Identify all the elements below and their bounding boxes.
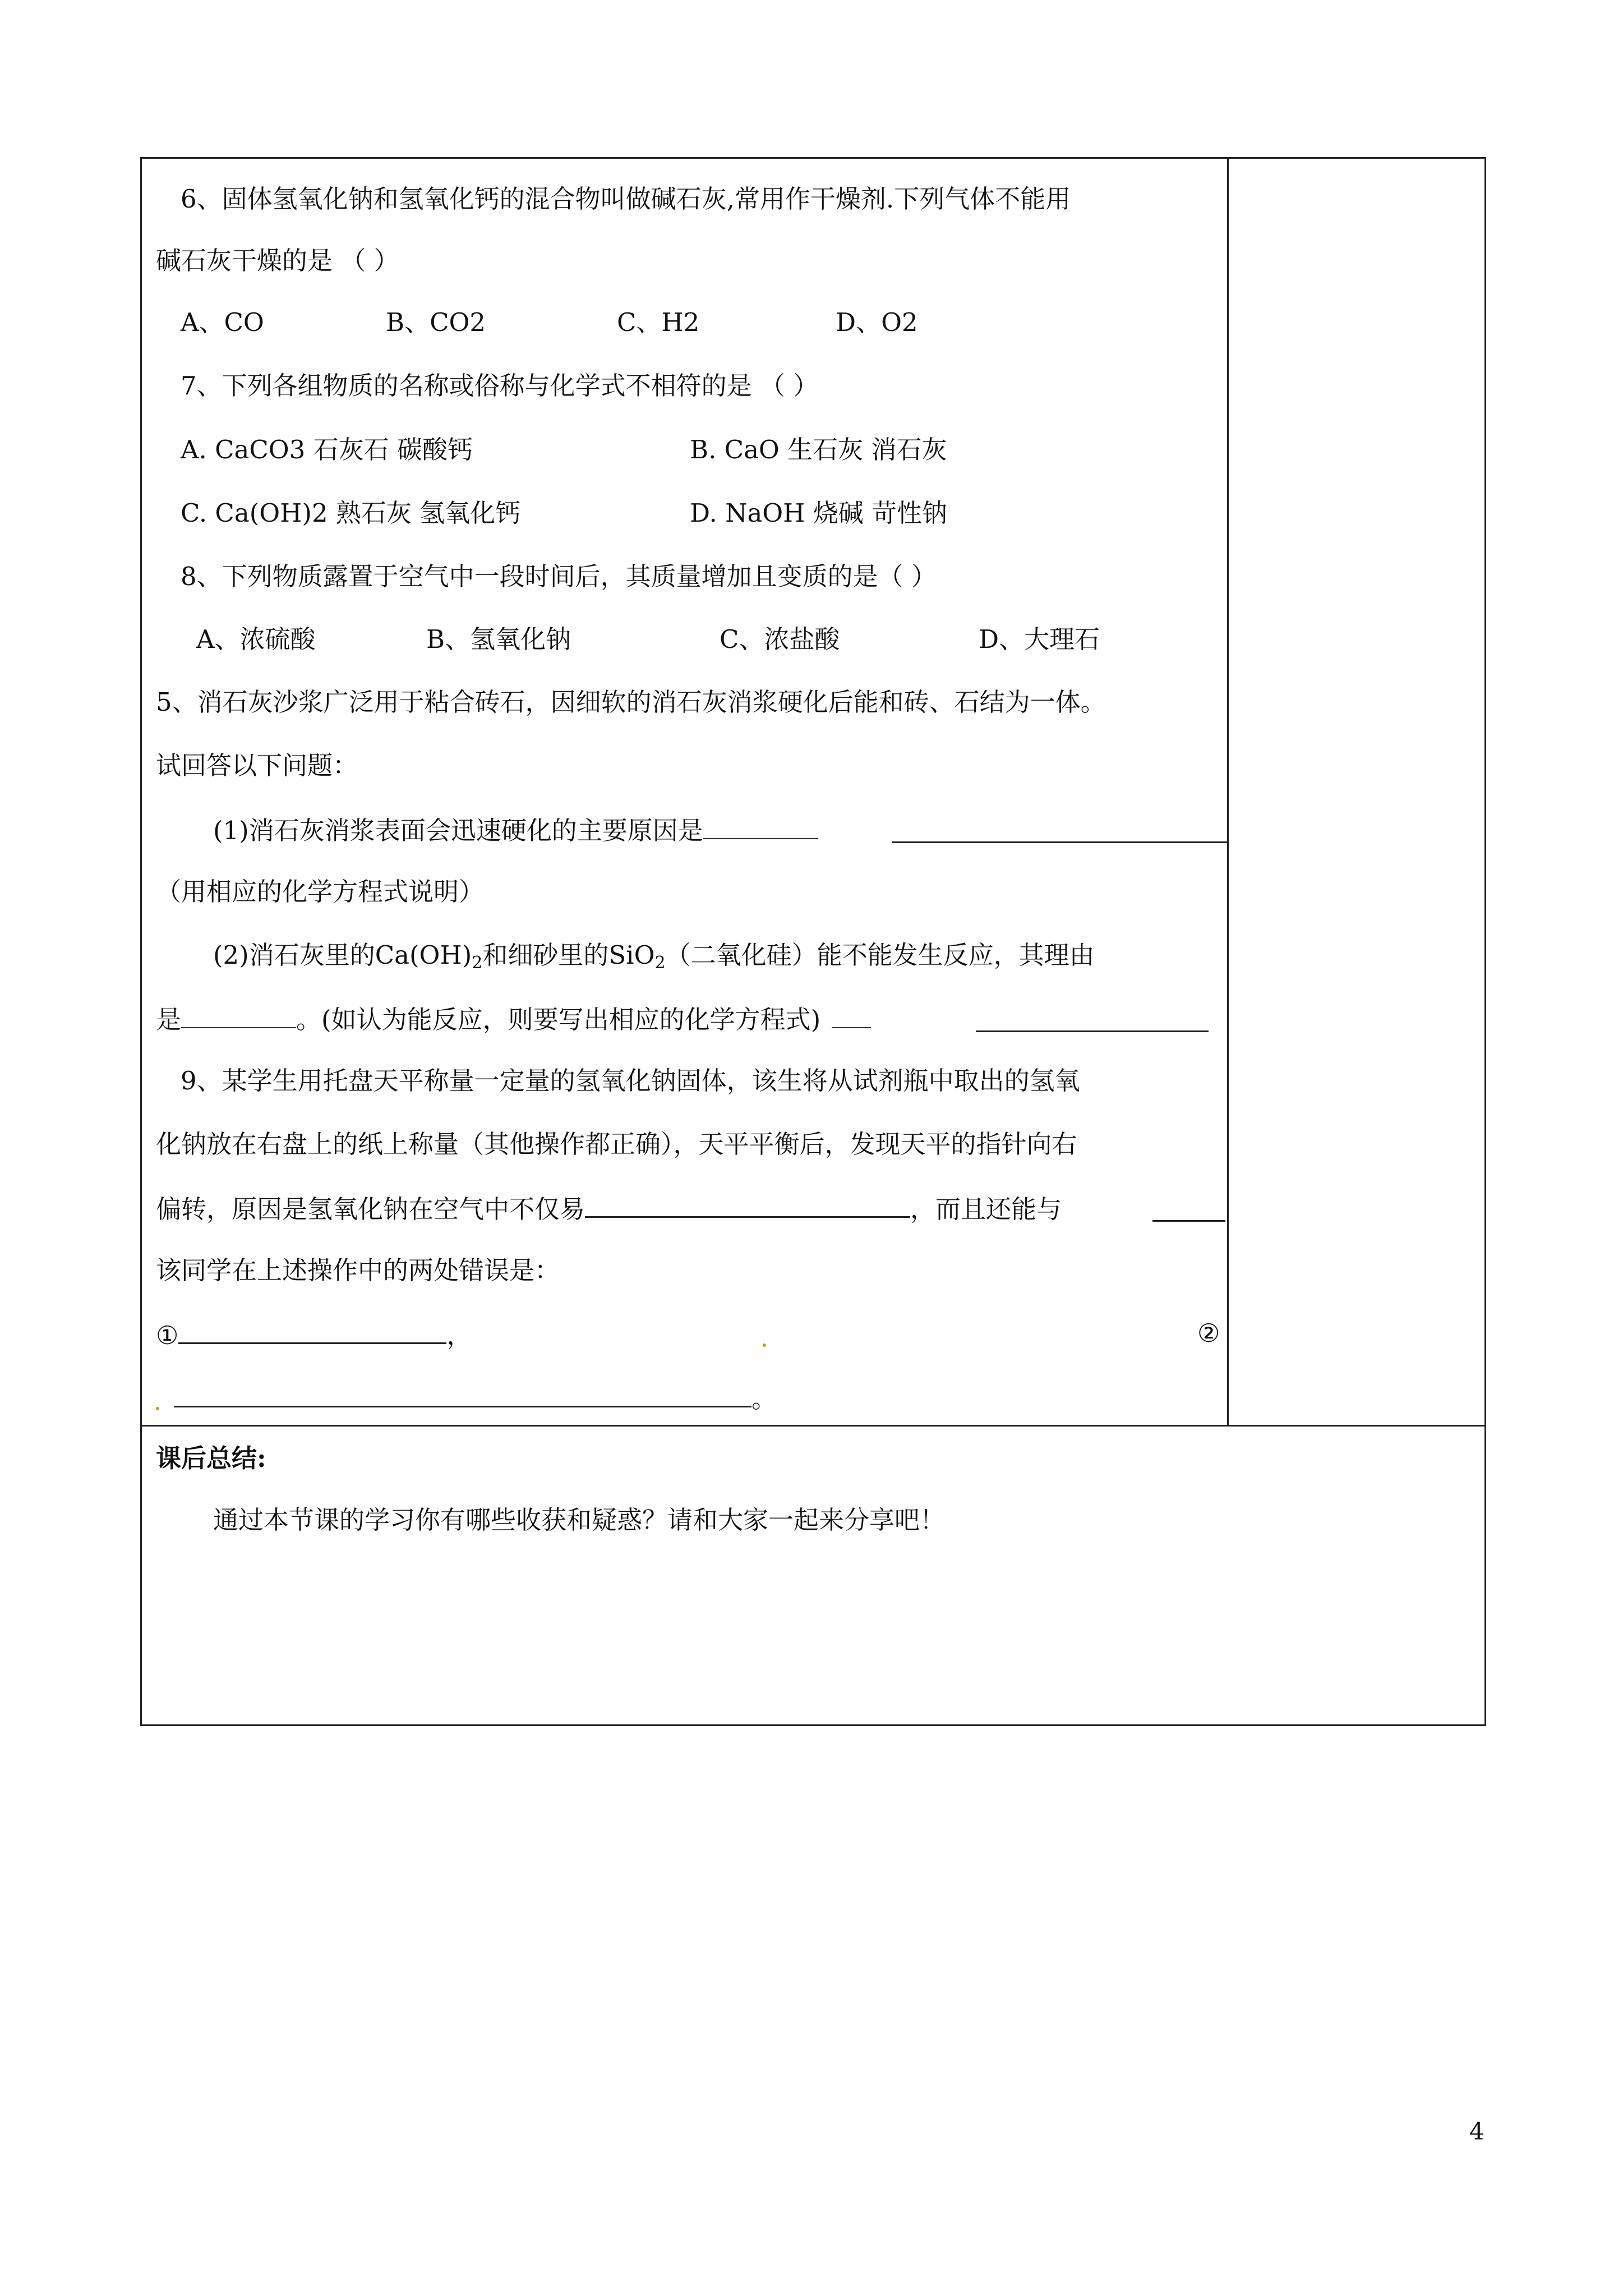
q5-part2-subscript-2: 2 [654, 953, 666, 973]
q9-end-mark: 。 [751, 1384, 777, 1414]
q5-part2-line2 [156, 1001, 871, 1037]
yellow-dot-mark-left [156, 1407, 159, 1410]
table-row-divider [140, 1425, 1486, 1427]
q5-part2-blank-reason[interactable] [181, 1001, 296, 1028]
summary-text: 通过本节课的学习你有哪些收获和疑惑？请和大家一起来分享吧！ [213, 1505, 946, 1535]
q5-part2-subscript-1: 2 [472, 953, 483, 973]
q7-stem: 7、下列各组物质的名称或俗称与化学式不相符的是 （ ） [181, 371, 819, 401]
q8-option-c: C、浓盐酸 [720, 624, 840, 654]
q7-option-d: D. NaOH 烧碱 苛性钠 [690, 498, 948, 528]
q9-error-2-blank[interactable] [174, 1380, 751, 1407]
q9-blank-2[interactable] [1152, 1220, 1225, 1222]
q6-stem-line2: 碱石灰干燥的是 （ ） [156, 246, 399, 275]
table-bottom-border [140, 1724, 1486, 1726]
q7-option-c: C. Ca(OH)2 熟石灰 氢氧化钙 [181, 498, 521, 528]
yellow-dot-mark [763, 1343, 766, 1347]
q9-stem-line1: 9、某学生用托盘天平称量一定量的氢氧化钠固体，该生将从试剂瓶中取出的氢氧 [181, 1066, 1080, 1096]
q6-option-b: B、CO2 [386, 307, 486, 337]
q5-part1-answer-line[interactable] [892, 841, 1227, 843]
q5-part2-text-b: 和细砂里的SiO [482, 940, 655, 970]
q9-blank-1[interactable] [585, 1190, 910, 1218]
q7-option-b: B. CaO 生石灰 消石灰 [690, 435, 947, 464]
q5-part2-line2-a: 是 [156, 1005, 182, 1034]
q5-part2-answer-line[interactable] [976, 1030, 1209, 1032]
q6-stem-line1: 6、固体氢氧化钠和氢氧化钙的混合物叫做碱石灰,常用作干燥剂.下列气体不能用 [181, 184, 1071, 214]
q5-part1-blank-short[interactable] [703, 812, 818, 839]
q5-part1-note: （用相应的化学方程式说明） [156, 877, 485, 907]
q5-part1-text: (1)消石灰消浆表面会迅速硬化的主要原因是 [213, 816, 703, 845]
table-column-divider [1227, 157, 1229, 1426]
table-top-border [140, 157, 1486, 159]
q9-error-2-row [174, 1380, 777, 1416]
q8-option-a: A、浓硫酸 [196, 624, 316, 654]
q9-mark-2: ② [1197, 1318, 1220, 1348]
q8-stem: 8、下列物质露置于空气中一段时间后，其质量增加且变质的是（ ） [181, 562, 937, 591]
q9-line3-text-b: ，而且还能与 [910, 1194, 1062, 1224]
q8-option-b: B、氢氧化钠 [426, 624, 571, 654]
q6-option-a: A、CO [181, 307, 264, 337]
q5-part2-line1 [213, 938, 1095, 980]
table-left-border [140, 157, 142, 1726]
q5-part2-line2-b: 。(如认为能反应，则要写出相应的化学方程式) [296, 1005, 821, 1034]
page-number: 4 [1469, 2118, 1484, 2145]
q6-option-c: C、H2 [617, 307, 700, 337]
q9-stem-line3 [156, 1190, 1062, 1226]
q5-stem-line1: 5、消石灰沙浆广泛用于粘合砖石，因细软的消石灰消浆硬化后能和砖、石结为一体。 [156, 687, 1106, 717]
q9-error-1-blank[interactable] [178, 1317, 446, 1344]
q7-option-a: A. CaCO3 石灰石 碳酸钙 [181, 435, 473, 464]
q9-stem-line4: 该同学在上述操作中的两处错误是： [156, 1255, 560, 1285]
q5-part1 [213, 812, 818, 848]
q8-option-d: D、大理石 [979, 624, 1100, 654]
table-right-border [1484, 157, 1486, 1726]
q9-line3-text-a: 偏转，原因是氢氧化钠在空气中不仅易 [156, 1194, 585, 1224]
q5-part2-text-a: (2)消石灰里的Ca(OH) [213, 940, 472, 970]
q5-part2-blank-short[interactable] [832, 1001, 871, 1028]
q5-part2-text-c: （二氧化硅）能不能发生反应，其理由 [665, 940, 1095, 970]
q9-mark-1: ① [156, 1320, 179, 1350]
q9-comma: ， [446, 1320, 472, 1350]
q6-option-d: D、O2 [836, 307, 918, 337]
q9-stem-line2: 化钠放在右盘上的纸上称量（其他操作都正确），天平平衡后，发现天平的指针向右 [156, 1129, 1077, 1159]
summary-heading: 课后总结: [156, 1443, 266, 1473]
q5-stem-line2: 试回答以下问题： [156, 751, 358, 780]
q9-error-1-row [156, 1317, 472, 1352]
